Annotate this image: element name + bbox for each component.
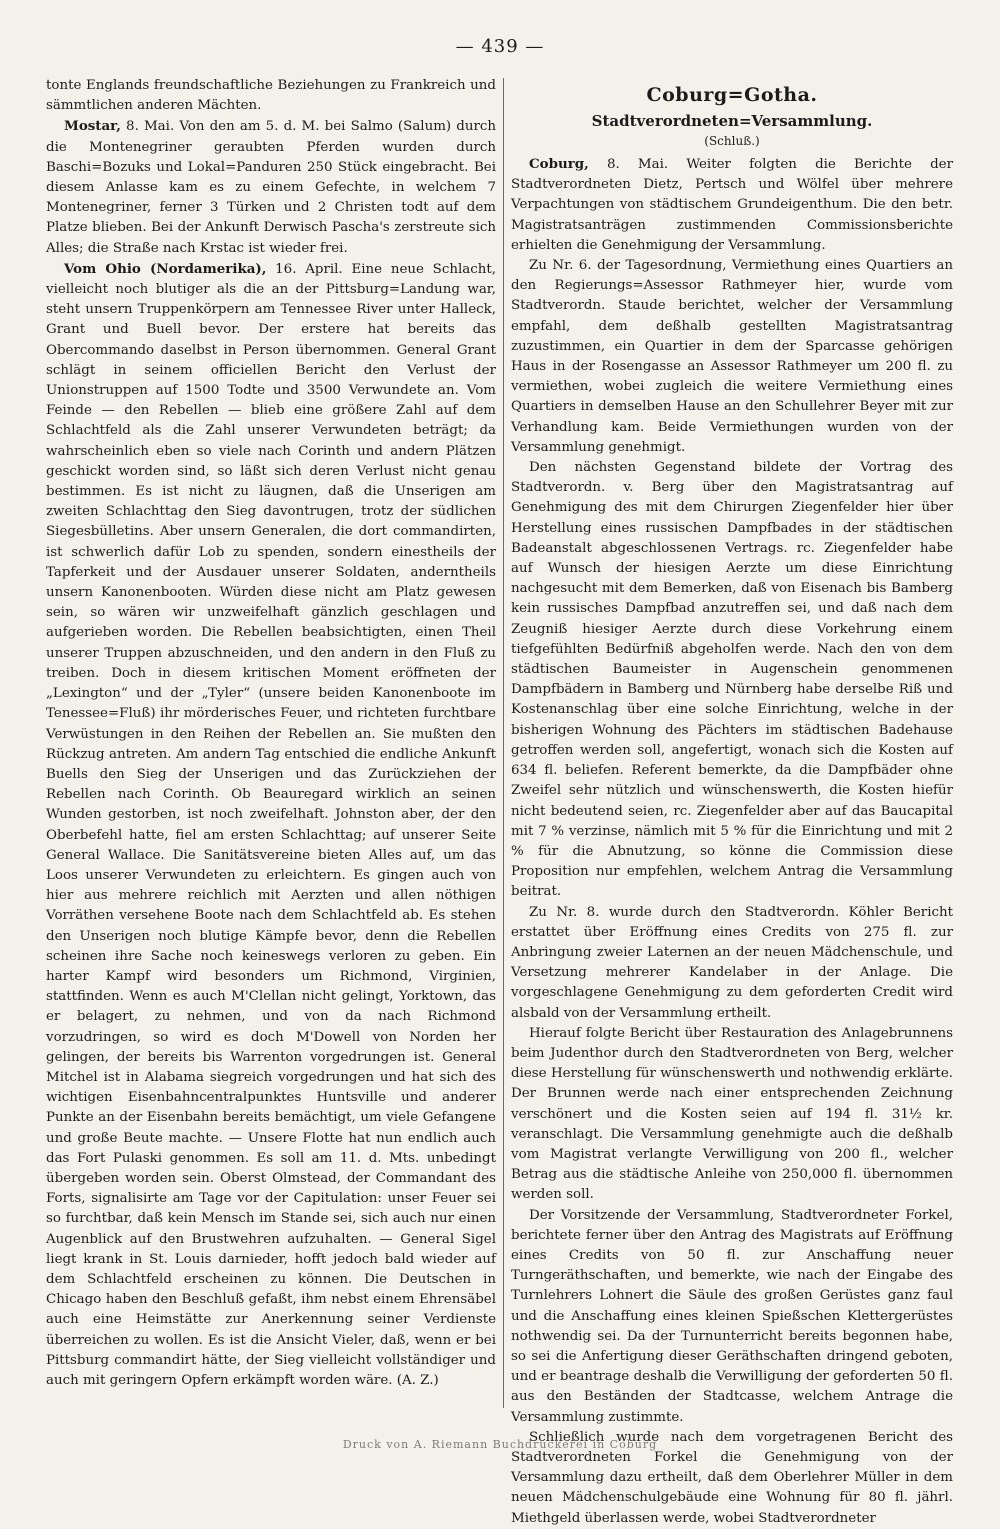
printer-imprint: Druck von A. Riemann Buchdruckerei in Coburg [342, 1438, 658, 1451]
right-paragraph: Schließlich wurde nach dem vorgetragenen Bericht des Stadtverordneten Forkel die Genehmigung von der Versammlung dazu ertheilt, daß dem Oberlehrer Müller in dem neuen Mädchenschulgebäude eine Wohnung für 80 fl. jährl. Miethgeld überlassen werde, wobei Stadtverordneter [511, 1429, 953, 1526]
left-column [46, 76, 496, 1391]
right-paragraph: Der Vorsitzende der Versammlung, Stadtverordneter Forkel, berichtete ferner über den Antrag des Magistrats auf Eröffnung eines Credits von 50 fl. zur Anschaffung neuer Turngeräthschaften, und bemerkte, wie nach der Eingabe des Turnlehrers Lohnert die Säule des großen Gerüstes ganz faul und die Anschaffung eines kleinen Spießschen Klettergerüstes nothwendig sei. Da der Turnunterricht bereits begonnen habe, so sei die Anfertigung dieser Geräthschaften dringend geboten, und er beantrage deshalb die Verwilligung der geforderten 50 fl. aus den Beständen der Stadtcasse, welchem Antrage die Versammlung zustimmte. [511, 1207, 953, 1425]
column-divider [503, 78, 504, 1408]
section-note: (Schluß.) [704, 134, 760, 148]
right-column [511, 76, 953, 1529]
right-paragraph: Zu Nr. 8. wurde durch den Stadtverordn. Köhler Bericht erstattet über Eröffnung eines Credits von 275 fl. zur Anbringung zweier Laternen an der neuen Mädchenschule, und Versetzung mehrerer Kandelaber in der Anlage. Die vorgeschlagene Genehmigung zu dem geforderten Credit wird alsbald von der Versammlung ertheilt. [511, 904, 953, 1021]
page-number: — 439 — [455, 36, 545, 57]
left-paragraph: tonte Englands freundschaftliche Beziehungen zu Frankreich und sämmtlichen anderen Mächten. [46, 78, 496, 114]
left-paragraph: Vom Ohio (Nordamerika), 16. April. Eine neue Schlacht, vielleicht noch blutiger als die an der Pittsburg=Landung war, steht unsern Truppenkörpern am Tennessee River unter Halleck, Grant und Buell bevor. Der erstere hat bereits das Obercommando daselbst in Person übernommen. General Grant schlägt in seinem officiellen Bericht den Verlust der Unionstruppen auf 1500 Todte und 3500 Verwundete an. Vom Feinde — den Rebellen — blieb eine größere Zahl auf dem Schlachtfeld als die Zahl unserer Verwundeten beträgt; da wahrscheinlich eben so viele nach Corinth und andern Plätzen geschickt worden sind, so läßt sich deren Verlust nicht genau bestimmen. Es ist nicht zu läugnen, daß die Unserigen am zweiten Schlachttag den Sieg davontrugen, trotz der südlichen Siegesbülletins. Aber unsern Generalen, die dort commandirten, ist schwerlich dafür Lob zu spenden, sondern einestheils der Tapferkeit und der Ausdauer unserer Soldaten, anderntheils unsern Kanonenbooten. Würden diese nicht am Platz gewesen sein, so wären wir unzweifelhaft gänzlich geschlagen und aufgerieben worden. Die Rebellen beabsichtigten, einen Theil unserer Truppen abzuschneiden, und den andern in den Fluß zu treiben. Doch in diesem kritischen Moment eröffneten der „Lexington“ und der „Tyler“ (unsere beiden Kanonenboote im Tenessee=Fluß) ihr mörderisches Feuer, und richteten furchtbare Verwüstungen in den Reihen der Rebellen an. Sie mußten den Rückzug antreten. Am andern Tag entschied die endliche Ankunft Buells den Sieg der Unserigen und das Zurückziehen der Rebellen nach Corinth. Ob Beauregard wirklich an seinen Wunden gestorben, ist noch zweifelhaft. Johnston aber, der den Oberbefehl hatte, fiel am ersten Schlachttag; auf unserer Seite General Wallace. Die Sanitätsvereine bieten Alles auf, um das Loos unserer Verwundeten zu erleichtern. Es gingen auch von hier aus mehrere reichlich mit Aerzten und allen nöthigen Vorräthen versehene Boote nach dem Schlachtfeld ab. Es stehen den Unserigen noch blutige Kämpfe bevor, denn die Rebellen scheinen ihre Sache noch keineswegs verloren zu geben. Ein harter Kampf wird besonders um Richmond, Virginien, stattfinden. Wenn es auch M'Clellan nicht gelingt, Yorktown, das er belagert, zu nehmen, und von da nach Richmond vorzudringen, so wird es doch M'Dowell von Norden her gelingen, der bereits bis Warrenton vorgedrungen ist. General Mitchel ist in Alabama siegreich vorgedrungen und hat sich des wichtigen Eisenbahncentralpunktes Huntsville und anderer Punkte an der Eisenbahn bereits bemächtigt, um viele Gefangene und große Beute machte. — Unsere Flotte hat nun endlich auch das Fort Pulaski genommen. Es soll am 11. d. Mts. unbedingt übergeben worden sein. Oberst Olmstead, der Commandant des Forts, signalisirte am Tage vor der Capitulation: unser Feuer sei so furchtbar, daß kein Mensch im Stande sei, sich auch nur einen Augenblick auf den Brustwehren aufzuhalten. — General Sigel liegt krank in St. Louis darnieder, hofft jedoch bald wieder auf dem Schlachtfeld erscheinen zu können. Die Deutschen in Chicago haben den Beschluß gefaßt, ihm nebst einem Ehrensäbel auch eine Heimstätte zur Anerkennung seiner Verdienste überreichen zu wollen. Es ist die Ansicht Vieler, daß, wenn er bei Pittsburg commandirt hätte, der Sieg vielleicht vollständiger und auch mit geringern Opfern erkämpft worden wäre. (A. Z.) [46, 260, 496, 1388]
section-subtitle: Stadtverordneten=Versammlung. [591, 112, 873, 130]
dateline: Coburg, [529, 156, 589, 172]
dateline: Vom Ohio (Nordamerika), [64, 260, 267, 277]
section-title: Coburg=Gotha. [646, 84, 818, 106]
right-paragraph: Coburg, 8. Mai. Weiter folgten die Berichte der Stadtverordneten Dietz, Pertsch und Wölfel über mehrere Verpachtungen von städtischem Grundeigenthum. Die den betr. Magistratsanträgen zustimmenden Commissionsberichte erhielten die Genehmigung der Versammlung. [511, 156, 953, 253]
right-paragraph: Zu Nr. 6. der Tagesordnung, Vermiethung eines Quartiers an den Regierungs=Assessor Rathmeyer hier, wurde vom Stadtverordn. Staude berichtet, welcher der Versammlung empfahl, dem deßhalb gestellten Magistratsantrag zuzustimmen, ein Quartier in dem der Sparcasse gehörigen Haus in der Rosengasse an Assessor Rathmeyer um 200 fl. zu vermiethen, wobei zugleich die weitere Vermiethung eines Quartiers in demselben Hause an den Schullehrer Beyer mit zur Verhandlung kam. Beide Vermiethungen wurden von der Versammlung genehmigt. [511, 258, 953, 455]
right-paragraph: Hierauf folgte Bericht über Restauration des Anlagebrunnens beim Judenthor durch den Stadtverordneten von Berg, welcher diese Herstellung für wünschenswerth und nothwendig erklärte. Der Brunnen werde nach einer entsprechenden Zeichnung verschönert und die Kosten seien auf 194 fl. 31½ kr. veranschlagt. Die Versammlung genehmigte auch die deßhalb vom Magistrat verlangte Verwilligung von 200 fl., welcher Betrag aus die städtische Anleihe von 250,000 fl. übernommen werden soll. [511, 1025, 953, 1203]
dateline: Mostar, [64, 118, 121, 135]
left-paragraph: Mostar, 8. Mai. Von den am 5. d. M. bei Salmo (Salum) durch die Montenegriner geraubten Pferden wurden durch Baschi=Bozuks und Lokal=Panduren 250 Stück eingebracht. Bei diesem Anlasse kam es zu einem Gefechte, in welchem 7 Montenegriner, ferner 3 Türken und 2 Christen todt auf dem Platze blieben. Bei der Ankunft Derwisch Pascha's zerstreute sich Alles; die Straße nach Krstac ist wieder frei. [46, 118, 496, 256]
right-paragraph: Den nächsten Gegenstand bildete der Vortrag des Stadtverordn. v. Berg über den Magistratsantrag auf Genehmigung des mit dem Chirurgen Ziegenfelder hier über Herstellung eines russischen Dampfbades in der städtischen Badeanstalt abgeschlossenen Vertrags. rc. Ziegenfelder habe auf Wunsch der hiesigen Aerzte um diese Einrichtung nachgesucht mit dem Bemerken, daß von Eisenach bis Bamberg kein russisches Dampfbad anzutreffen sei, und daß nach dem Zeugniß hiesiger Aerzte durch diese Vorkehrung einem tiefgefühlten Bedürfniß abgeholfen werde. Nach den von dem städtischen Baumeister in Augenschein genommenen Dampfbädern in Bamberg und Nürnberg habe derselbe Riß und Kostenanschlag über eine solche Einrichtung, welche in der bisherigen Wohnung des Pächters im städtischen Badehause getroffen werden soll, angefertigt, wonach sich die Kosten auf 634 fl. beliefen. Referent bemerkte, da die Dampfbäder ohne Zweifel sehr nützlich und wünschenswerth, die Kosten hiefür nicht bedeutend seien, rc. Ziegenfelder aber auf das Baucapital mit 7 % verzinse, nämlich mit 5 % für die Einrichtung und mit 2 % für die Abnutzung, so könne die Commission diese Proposition nur empfehlen, welchem Antrag die Versammlung beitrat. [511, 460, 953, 900]
